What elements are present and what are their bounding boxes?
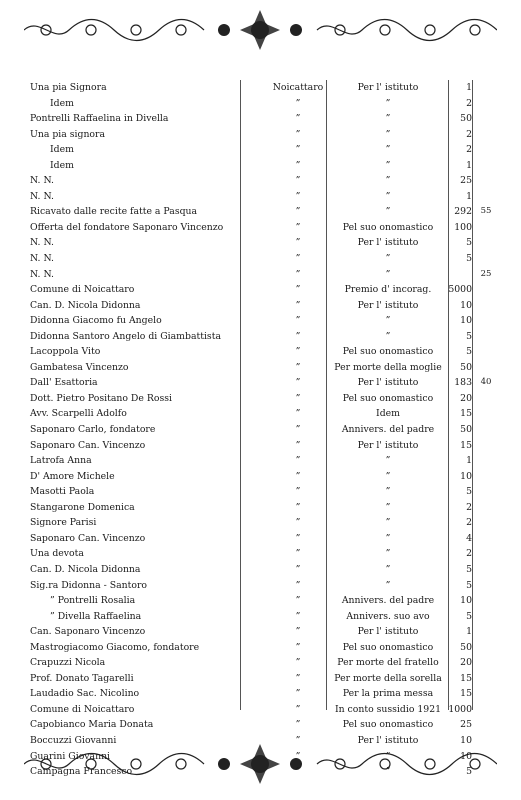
ledger-row [28,515,496,531]
donation-amount: 25 [460,175,472,187]
donation-reason: In conto sussidio 1921 [334,703,442,715]
ledger-row [28,267,496,283]
ledger-row [28,531,496,547]
donation-amount: 10 [460,299,472,311]
donor-name: Una pia signora [30,128,106,140]
donation-reason: Per l' istituto [357,299,419,311]
donor-name: ” Divella Raffaelina [50,610,142,622]
donation-amount: 5 [466,766,472,778]
ledger-row [28,702,496,718]
ledger-row [28,204,496,220]
donor-name: Didonna Santoro Angelo di Giambattista [30,330,221,342]
ledger-row [28,406,496,422]
donor-name: Idem [50,159,74,171]
donor-name: Dott. Pietro Positano De Rossi [30,392,172,404]
donation-amount: 5 [466,610,472,622]
ledger-row [28,80,496,96]
donor-name: Saponaro Can. Vincenzo [30,439,146,451]
donor-place: ” [295,703,301,715]
donation-reason: Per l' istituto [357,439,419,451]
donor-name: Comune di Noicattaro [30,284,135,296]
ledger-row [28,546,496,562]
donor-place: ” [295,175,301,187]
ledger-row [28,173,496,189]
donor-place: ” [295,361,301,373]
donation-reason: ” [385,486,391,498]
ledger-row [28,749,496,765]
donation-reason: Per morte della sorella [334,672,442,684]
donation-amount: 15 [460,688,472,700]
ledger-row [28,189,496,205]
donor-name: N. N. [30,268,54,280]
ledger-row [28,158,496,174]
donation-reason: ” [385,330,391,342]
donor-place: ” [295,253,301,265]
donation-reason: Annivers. del padre [341,595,435,607]
donor-place: ” [295,377,301,389]
donor-place: ” [295,268,301,280]
ledger-row [28,500,496,516]
donation-amount: 1 [466,190,472,202]
donation-amount: 2 [466,97,472,109]
donation-amount: 2 [466,128,472,140]
donor-name: N. N. [30,253,54,265]
ledger-row [28,422,496,438]
ledger-row [28,562,496,578]
donation-amount: 2 [466,517,472,529]
donor-place: ” [295,641,301,653]
donor-name: Guarini Giovanni [30,750,111,762]
donation-amount: 183 [454,377,472,389]
donation-reason: Pel suo onomastico [342,641,434,653]
donor-name: Mastrogiacomo Giacomo, fondatore [30,641,200,653]
donor-place: ” [295,159,301,171]
donation-reason: Pel suo onomastico [342,346,434,358]
donor-place: Noicattaro [272,82,324,93]
donor-place: ” [295,392,301,404]
donation-amount: 15 [460,408,472,420]
donation-amount: 5 [466,237,472,249]
donation-amount: 100 [454,221,472,233]
donor-place: ” [295,719,301,731]
donation-reason: ” [385,563,391,575]
donor-place: ” [295,532,301,544]
donation-amount: 4 [466,532,472,544]
ledger-row [28,127,496,143]
donor-place: ” [295,455,301,467]
ledger-row [28,640,496,656]
ledger-row [28,282,496,298]
ledger-row [28,609,496,625]
donor-name: Capobianco Maria Donata [30,719,154,731]
donation-reason: Premio d' incorag. [344,284,432,296]
ledger-row [28,391,496,407]
donor-name: Latrofa Anna [30,455,92,467]
donor-place: ” [295,657,301,669]
donor-name: Can. D. Nicola Didonna [30,563,141,575]
donor-name: Lacoppola Vito [30,346,101,358]
donor-place: ” [295,408,301,420]
ledger-row [28,235,496,251]
donation-reason: Per l' istituto [357,377,419,389]
donation-reason: Per l' istituto [357,734,419,746]
donor-place: ” [295,330,301,342]
donor-place: ” [295,470,301,482]
donation-amount: 10 [460,734,472,746]
donation-reason: ” [385,470,391,482]
donation-reason: Pel suo onomastico [342,719,434,731]
donor-name: Signore Parisi [30,517,97,529]
donation-reason: ” [385,175,391,187]
donor-place: ” [295,346,301,358]
ledger-row [28,142,496,158]
ledger-row [28,764,496,780]
donor-place: ” [295,113,301,125]
donation-cents: 55 [480,206,492,217]
donor-place: ” [295,672,301,684]
ledger-row [28,593,496,609]
donor-place: ” [295,237,301,249]
donation-reason: Idem [376,408,400,420]
donation-amount: 15 [460,672,472,684]
donation-amount: 2 [466,501,472,513]
donor-name: Sig.ra Didonna - Santoro [30,579,148,591]
donor-place: ” [295,284,301,296]
donation-reason: ” [385,159,391,171]
donation-reason: ” [385,253,391,265]
donation-amount: 15 [460,439,472,451]
donation-amount: 50 [460,113,472,125]
donor-name: Pontrelli Raffaelina in Divella [30,113,169,125]
donation-reason: ” [385,113,391,125]
donation-reason: Annivers. del padre [341,424,435,436]
donation-reason: Pel suo onomastico [342,392,434,404]
donor-place: ” [295,206,301,218]
donor-place: ” [295,486,301,498]
donor-name: N. N. [30,237,54,249]
donor-place: ” [295,595,301,607]
ledger-row [28,733,496,749]
ledger-row [28,375,496,391]
donation-reason: Per morte del fratello [337,657,439,669]
donor-place: ” [295,579,301,591]
donor-name: Campagna Francesco [30,766,133,778]
ledger-row [28,453,496,469]
ledger-row [28,220,496,236]
ledger-row [28,484,496,500]
ledger-row [28,578,496,594]
donation-reason: ” [385,750,391,762]
ledger-row [28,671,496,687]
donation-amount: 50 [460,424,472,436]
donor-place: ” [295,424,301,436]
donor-place: ” [295,610,301,622]
ledger-row [28,298,496,314]
donation-amount: 5000 [448,284,472,296]
donation-reason: Annivers. suo avo [346,610,430,622]
donor-name: Offerta del fondatore Saponaro Vincenzo [30,221,224,233]
ledger-row [28,686,496,702]
ledger-row [28,313,496,329]
donor-place: ” [295,128,301,140]
ornamental-border-top [24,8,497,52]
donation-amount: 5 [466,330,472,342]
ledger-row [28,96,496,112]
donation-reason: ” [385,501,391,513]
donation-reason: ” [385,455,391,467]
donor-name: Una devota [30,548,84,560]
donations-ledger [28,80,496,780]
donation-amount: 5 [466,486,472,498]
donor-place: ” [295,501,301,513]
donor-name: Can. Saponaro Vincenzo [30,626,146,638]
donation-amount: 2 [466,144,472,156]
ledger-row [28,469,496,485]
donation-reason: Per l' istituto [357,82,419,93]
donor-name: Can. D. Nicola Didonna [30,299,141,311]
donor-place: ” [295,221,301,233]
donation-amount: 292 [454,206,472,218]
donor-name: Didonna Giacomo fu Angelo [30,315,162,327]
donor-name: Saponaro Carlo, fondatore [30,424,156,436]
donor-name: Masotti Paola [30,486,95,498]
donation-amount: 1 [466,82,472,93]
donor-place: ” [295,626,301,638]
donation-amount: 5 [466,346,472,358]
donation-reason: ” [385,532,391,544]
donor-place: ” [295,688,301,700]
donation-amount: 10 [460,470,472,482]
donation-amount: 25 [460,719,472,731]
donor-name: Gambatesa Vincenzo [30,361,129,373]
donor-name: Comune di Noicattaro [30,703,135,715]
donor-place: ” [295,190,301,202]
donation-amount: 10 [460,595,472,607]
donation-amount: 5 [466,253,472,265]
donor-place: ” [295,97,301,109]
donor-name: Crapuzzi Nicola [30,657,106,669]
donor-name: Stangarone Domenica [30,501,135,513]
donor-place: ” [295,299,301,311]
donor-place: ” [295,766,301,778]
ledger-row [28,655,496,671]
ledger-row [28,344,496,360]
donation-reason: ” [385,97,391,109]
donor-place: ” [295,734,301,746]
donation-amount: 1 [466,626,472,638]
ledger-row [28,438,496,454]
donation-amount: 1 [466,159,472,171]
donor-place: ” [295,750,301,762]
donation-reason: ” [385,190,391,202]
donation-reason: ” [385,548,391,560]
donor-place: ” [295,563,301,575]
donor-name: Una pia Signora [30,82,107,93]
donor-name: Laudadio Sac. Nicolino [30,688,140,700]
ledger-row [28,111,496,127]
donation-amount: 10 [460,750,472,762]
donation-amount: 1000 [448,703,472,715]
donor-name: Prof. Donato Tagarelli [30,672,134,684]
donation-reason: Per la prima messa [342,688,434,700]
donation-amount: 5 [466,579,472,591]
donation-amount: 20 [460,392,472,404]
donor-place: ” [295,548,301,560]
ledger-row [28,329,496,345]
donor-name: ” Pontrelli Rosalia [50,595,136,607]
donation-amount: 5 [466,563,472,575]
donor-name: Avv. Scarpelli Adolfo [30,408,127,420]
donor-name: Idem [50,97,74,109]
donor-name: Boccuzzi Giovanni [30,734,117,746]
ledger-row [28,360,496,376]
donation-cents: 25 [480,268,492,279]
donation-reason: ” [385,128,391,140]
donor-name: Saponaro Can. Vincenzo [30,532,146,544]
donation-amount: 1 [466,455,472,467]
donor-name: Dall' Esattoria [30,377,98,389]
donation-cents: 40 [480,377,492,388]
ledger-row [28,251,496,267]
donor-place: ” [295,315,301,327]
donation-amount: 50 [460,361,472,373]
ledger-row [28,717,496,733]
donation-reason: ” [385,268,391,280]
donation-reason: Per l' istituto [357,626,419,638]
donor-name: Ricavato dalle recite fatte a Pasqua [30,206,198,218]
ledger-row [28,624,496,640]
donor-place: ” [295,144,301,156]
donation-reason: ” [385,579,391,591]
donor-name: D' Amore Michele [30,470,115,482]
donation-reason: ” [385,315,391,327]
donation-reason: ” [385,206,391,218]
donation-reason: ” [385,517,391,529]
donor-name: N. N. [30,190,54,202]
donor-name: Idem [50,144,74,156]
donation-amount: 10 [460,315,472,327]
donation-reason: Pel suo onomastico [342,221,434,233]
donor-place: ” [295,439,301,451]
donation-reason: Per l' istituto [357,237,419,249]
donation-reason: ” [385,766,391,778]
donation-reason: Per morte della moglie [334,361,442,373]
donation-amount: 50 [460,641,472,653]
donor-name: N. N. [30,175,54,187]
donation-amount: 20 [460,657,472,669]
donor-place: ” [295,517,301,529]
donation-reason: ” [385,144,391,156]
donation-amount: 2 [466,548,472,560]
